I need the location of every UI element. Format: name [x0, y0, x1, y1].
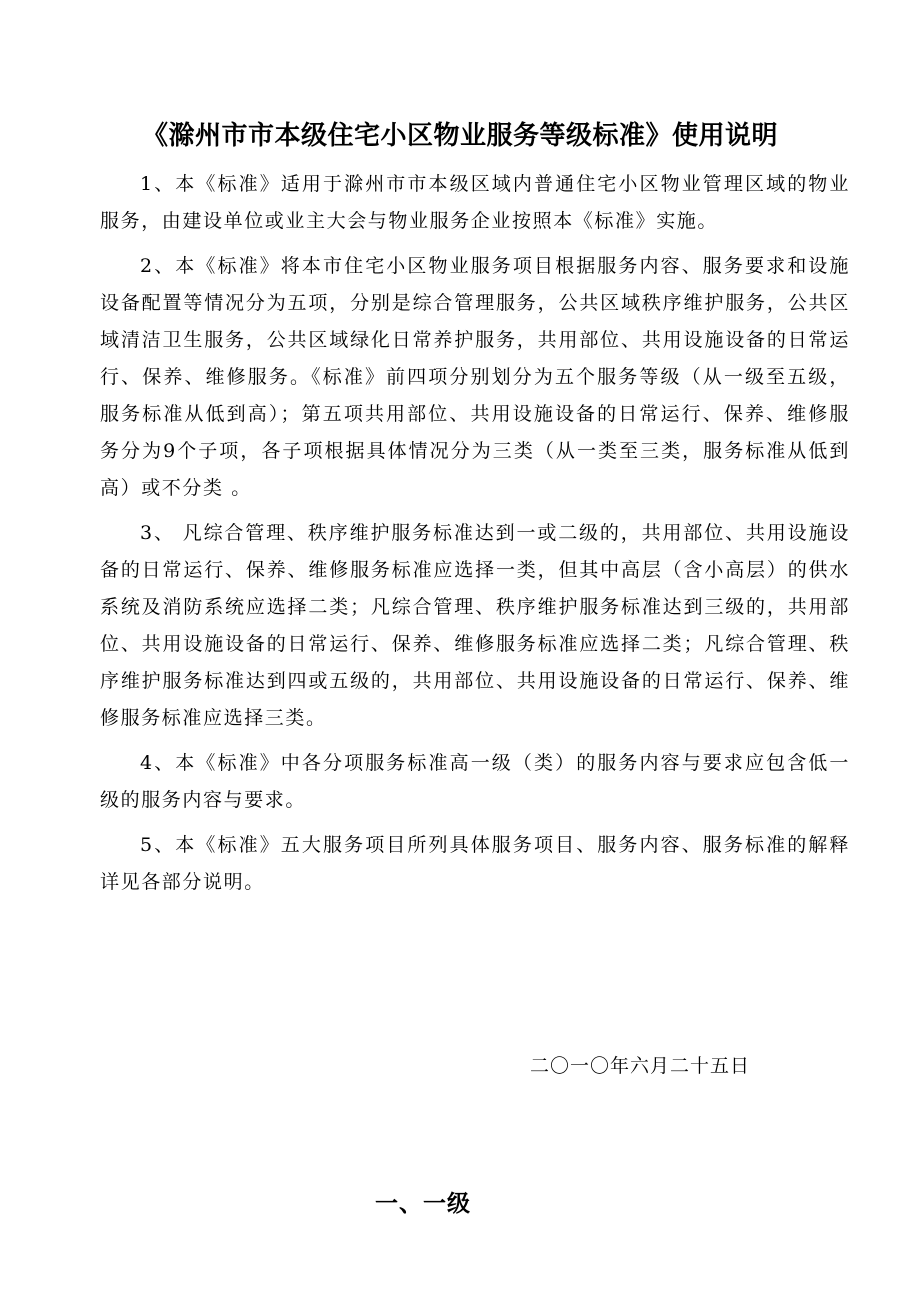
paragraph-2: 2、本《标准》将本市住宅小区物业服务项目根据服务内容、服务要求和设施设备配置等情况分为五项，分别是综合管理服务，公共区域秩序维护服务，公共区域清洁卫生服务，公共区域绿化日常养护服务，共用部位、共用设施设备的日常运行、保养、维修服务。《标准》前四项分别划分为五个服务等级（从一级至五级，服务标准从低到高）；第五项共用部位、共用设施设备的日常运行、保养、维修服务分为9个子项，各子项根据具体情况分为三类（从一类至三类，服务标准从低到高）或不分类 。: [100, 255, 850, 499]
document-title: 《滁州市市本级住宅小区物业服务等级标准》使用说明: [141, 121, 778, 151]
document-body: [100, 166, 850, 901]
paragraph-3: 3、 凡综合管理、秩序维护服务标准达到一或二级的，共用部位、共用设施设备的日常运行、保养、维修服务标准应选择一类，但其中高层（含小高层）的供水系统及消防系统应选择二类；凡综合管理、秩序维护服务标准达到三级的，共用部位、共用设施设备的日常运行、保养、维修服务标准应选择二类；凡综合管理、秩序维护服务标准达到四或五级的，共用部位、共用设施设备的日常运行、保养、维修服务标准应选择三类。: [100, 522, 850, 729]
paragraph-5: 5、本《标准》五大服务项目所列具体服务项目、服务内容、服务标准的解释详见各部分说明。: [100, 834, 850, 893]
paragraph-4: 4、本《标准》中各分项服务标准高一级（类）的服务内容与要求应包含低一级的服务内容与要求。: [100, 752, 850, 811]
document-date: 二〇一〇年六月二十五日: [530, 1055, 751, 1077]
section-heading: 一、一级: [375, 1191, 471, 1217]
paragraph-1: 1、本《标准》适用于滁州市市本级区域内普通住宅小区物业管理区域的物业服务，由建设单位或业主大会与物业服务企业按照本《标准》实施。: [100, 173, 850, 232]
